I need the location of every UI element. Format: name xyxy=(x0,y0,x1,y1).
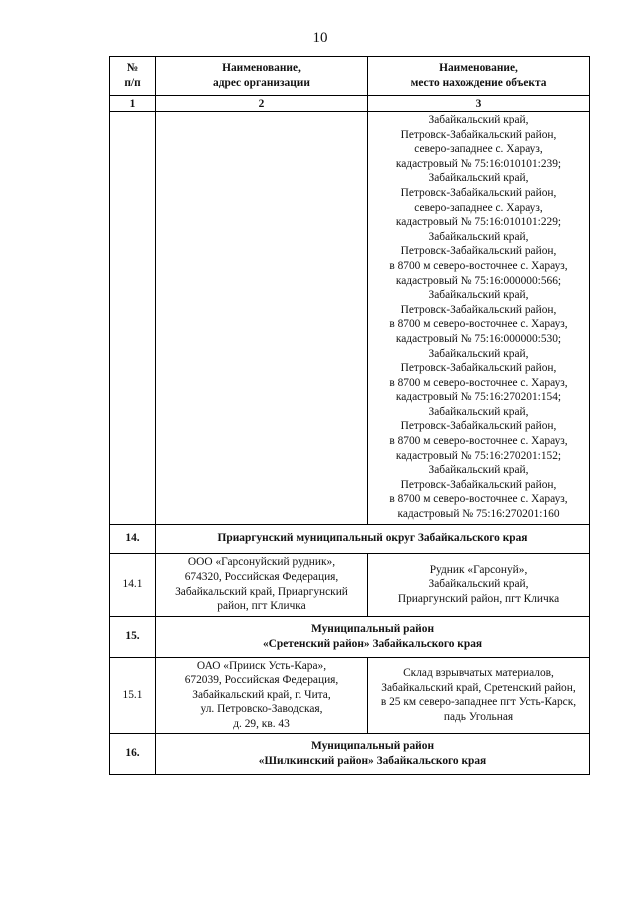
entry-number: 15.1 xyxy=(110,657,156,733)
object-line: в 8700 м северо-восточнее с. Харауз, xyxy=(389,259,568,272)
section-title-line: «Шилкинский район» Забайкальского края xyxy=(258,754,487,767)
organization-cell xyxy=(156,657,368,733)
object-entry xyxy=(371,405,586,463)
header-number-line: п/п xyxy=(124,77,141,89)
object-line: в 8700 м северо-восточнее с. Харауз, xyxy=(389,435,568,448)
header-object-line: Наименование, xyxy=(439,62,518,75)
object-line: кадастровый № 75:16:000000:566; xyxy=(395,274,562,287)
object-line: в 25 км северо-западнее пгт Усть-Карск, xyxy=(380,696,577,709)
header-organization xyxy=(156,57,368,96)
objects-table xyxy=(109,56,590,775)
header-number-line: № xyxy=(126,62,139,75)
object-line: северо-западнее с. Харауз, xyxy=(414,143,543,156)
object-cell xyxy=(368,553,590,616)
object-line: Петровск-Забайкальский район, xyxy=(400,128,557,141)
section-title xyxy=(156,616,590,657)
object-line: северо-западнее с. Харауз, xyxy=(414,201,543,214)
object-line: кадастровый № 75:16:270201:160 xyxy=(397,508,560,521)
table-header-row xyxy=(110,57,590,96)
object-line: Забайкальский край, xyxy=(428,578,529,591)
continued-objects-row xyxy=(110,112,590,525)
empty-cell xyxy=(110,112,156,525)
object-line: Рудник «Гарсонуй», xyxy=(429,563,528,576)
object-line: Склад взрывчатых материалов, xyxy=(403,666,554,679)
object-line: Забайкальский край, xyxy=(428,114,529,126)
entry-row-15-1 xyxy=(110,657,590,733)
continued-objects-cell xyxy=(368,112,590,525)
organization-cell xyxy=(156,553,368,616)
object-line: Забайкальский край, Сретенский район, xyxy=(381,681,576,694)
section-title xyxy=(156,524,590,553)
object-line: Приаргунский район, пгт Кличка xyxy=(397,592,560,605)
object-line: падь Угольная xyxy=(443,710,514,723)
object-entry xyxy=(371,347,586,405)
organization-line: Забайкальский край, Приаргунский xyxy=(175,585,348,598)
section-number: 14. xyxy=(110,524,156,553)
object-line: в 8700 м северо-восточнее с. Харауз, xyxy=(389,318,568,331)
object-entry xyxy=(371,230,586,288)
object-line: Петровск-Забайкальский район, xyxy=(400,245,557,258)
section-number: 16. xyxy=(110,733,156,774)
object-line: в 8700 м северо-восточнее с. Харауз, xyxy=(389,376,568,389)
column-number: 1 xyxy=(110,96,156,112)
empty-cell xyxy=(156,112,368,525)
object-line: кадастровый № 75:16:270201:154; xyxy=(395,391,562,404)
organization-line: ОАО «Прииск Усть-Кара», xyxy=(196,659,327,672)
column-number: 2 xyxy=(156,96,368,112)
object-line: Забайкальский край, xyxy=(428,405,529,418)
organization-line: 674320, Российская Федерация, xyxy=(184,571,339,584)
section-title xyxy=(156,733,590,774)
entry-number: 14.1 xyxy=(110,553,156,616)
object-line: Петровск-Забайкальский район, xyxy=(400,420,557,433)
section-title-line: «Сретенский район» Забайкальского края xyxy=(262,637,483,650)
object-entry xyxy=(371,171,586,229)
object-line: кадастровый № 75:16:000000:530; xyxy=(395,332,562,345)
object-line: кадастровый № 75:16:270201:152; xyxy=(395,449,562,462)
object-line: Забайкальский край, xyxy=(428,464,529,477)
header-object-line: место нахождение объекта xyxy=(410,77,547,89)
column-number-row xyxy=(110,96,590,112)
organization-line: район, пгт Кличка xyxy=(217,600,306,613)
header-number xyxy=(110,57,156,96)
organization-line: ул. Петровско-Заводская, xyxy=(200,703,323,716)
object-line: Забайкальский край, xyxy=(428,289,529,302)
object-line: Петровск-Забайкальский район, xyxy=(400,478,557,491)
section-row-16 xyxy=(110,733,590,774)
object-cell xyxy=(368,657,590,733)
section-title-line: Приаргунский муниципальный округ Забайкальского края xyxy=(217,532,528,545)
object-line: Забайкальский край, xyxy=(428,347,529,360)
object-line: Забайкальский край, xyxy=(428,230,529,243)
page-number: 10 xyxy=(312,30,328,46)
object-line: Петровск-Забайкальский район, xyxy=(400,186,557,199)
object-entry xyxy=(371,463,586,521)
object-entry xyxy=(371,288,586,346)
organization-line: ООО «Гарсонуйский рудник», xyxy=(187,556,336,569)
organization-line: 672039, Российская Федерация, xyxy=(184,674,339,687)
object-line: кадастровый № 75:16:010101:239; xyxy=(395,157,562,170)
section-number: 15. xyxy=(110,616,156,657)
object-line: кадастровый № 75:16:010101:229; xyxy=(395,216,562,229)
object-line: Петровск-Забайкальский район, xyxy=(400,303,557,316)
header-object xyxy=(368,57,590,96)
organization-line: Забайкальский край, г. Чита, xyxy=(192,688,331,701)
header-organization-line: адрес организации xyxy=(213,77,310,89)
object-line: Забайкальский край, xyxy=(428,172,529,185)
section-row-14 xyxy=(110,524,590,553)
entry-row-14-1 xyxy=(110,553,590,616)
header-organization-line: Наименование, xyxy=(222,62,301,75)
object-entry xyxy=(371,113,586,171)
section-title-line: Муниципальный район xyxy=(310,623,435,636)
section-row-15 xyxy=(110,616,590,657)
object-line: в 8700 м северо-восточнее с. Харауз, xyxy=(389,493,568,506)
column-number: 3 xyxy=(368,96,590,112)
organization-line: д. 29, кв. 43 xyxy=(233,718,290,731)
object-line: Петровск-Забайкальский район, xyxy=(400,362,557,375)
section-title-line: Муниципальный район xyxy=(310,740,435,753)
